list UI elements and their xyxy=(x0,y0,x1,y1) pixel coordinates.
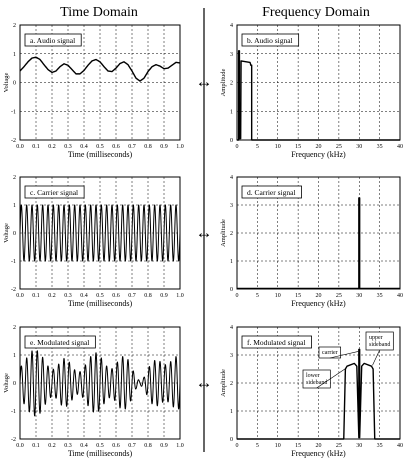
y-tick-label: 2 xyxy=(13,325,16,331)
y-axis-label: Amplitude xyxy=(220,219,227,247)
x-axis-label: Time (milliseconds) xyxy=(67,449,133,458)
annotation-label: sideband xyxy=(369,342,391,348)
y-tick-label: 2 xyxy=(230,381,233,387)
y-tick-label: -2 xyxy=(11,437,16,443)
y-axis-label: Voltage xyxy=(3,373,10,393)
panel-title: b. Audio signal xyxy=(247,36,293,45)
annotation-label: carrier xyxy=(322,350,338,356)
series-line xyxy=(237,349,400,439)
x-axis-label: Time (milliseconds) xyxy=(67,299,133,308)
x-tick-label: 10 xyxy=(274,144,281,150)
x-tick-label: 40 xyxy=(397,293,403,299)
x-tick-label: 0.0 xyxy=(16,443,24,449)
x-tick-label: 0.1 xyxy=(32,443,40,449)
charts xyxy=(3,23,403,458)
x-tick-label: 0.0 xyxy=(16,144,24,150)
y-tick-label: 4 xyxy=(230,23,233,29)
x-tick-label: 40 xyxy=(397,443,403,449)
x-tick-label: 1.0 xyxy=(176,144,184,150)
x-tick-label: 0.8 xyxy=(144,443,152,449)
x-tick-label: 0.6 xyxy=(112,443,120,449)
y-tick-label: 2 xyxy=(13,23,16,29)
x-tick-label: 10 xyxy=(274,443,281,449)
y-tick-label: 0 xyxy=(230,138,233,144)
x-tick-label: 0 xyxy=(235,293,239,299)
x-tick-label: 0.7 xyxy=(128,293,136,299)
x-tick-label: 0.5 xyxy=(96,443,104,449)
x-tick-label: 30 xyxy=(356,293,363,299)
y-axis-label: Amplitude xyxy=(220,369,227,397)
panel-title: e. Modulated signal xyxy=(30,338,90,347)
y-tick-label: 0 xyxy=(13,231,16,237)
time-domain-header: Time Domain xyxy=(60,5,138,20)
y-tick-label: -2 xyxy=(11,138,16,144)
x-tick-label: 0.2 xyxy=(48,443,56,449)
x-tick-label: 25 xyxy=(335,443,342,449)
y-tick-label: 0 xyxy=(13,80,16,87)
x-tick-label: 0.4 xyxy=(80,293,88,299)
y-tick-label: 1 xyxy=(230,259,233,265)
x-tick-label: 0.7 xyxy=(128,144,136,150)
x-tick-label: 0.2 xyxy=(48,144,56,150)
y-tick-label: 3 xyxy=(230,51,233,58)
chart-e xyxy=(3,325,184,458)
annotation-label: lower xyxy=(306,373,320,379)
transform-arrow-icon: ↔ xyxy=(195,72,213,91)
x-tick-label: 0.5 xyxy=(96,144,104,150)
y-tick-label: 1 xyxy=(13,203,16,209)
x-tick-label: 5 xyxy=(255,443,259,449)
y-tick-label: 3 xyxy=(230,353,233,359)
y-tick-label: -1 xyxy=(11,259,16,265)
x-tick-label: 35 xyxy=(376,293,383,299)
y-tick-label: -1 xyxy=(11,109,16,116)
x-tick-label: 0.1 xyxy=(32,293,40,299)
y-axis-label: Amplitude xyxy=(220,68,227,97)
frequency-domain-header: Frequency Domain xyxy=(262,5,370,20)
x-tick-label: 30 xyxy=(356,144,363,150)
x-tick-label: 20 xyxy=(315,293,322,299)
x-tick-label: 35 xyxy=(376,144,383,150)
y-tick-label: 0 xyxy=(13,381,16,387)
x-tick-label: 5 xyxy=(255,293,259,299)
panel-title: c. Carrier signal xyxy=(30,188,79,197)
panel-title: a. Audio signal xyxy=(30,36,76,45)
chart-a xyxy=(3,23,184,159)
x-axis-label: Time (milliseconds) xyxy=(67,150,133,159)
x-tick-label: 0.4 xyxy=(80,144,88,150)
y-tick-label: 4 xyxy=(230,325,233,331)
y-tick-label: 2 xyxy=(13,175,16,181)
x-tick-label: 10 xyxy=(274,293,281,299)
x-tick-label: 15 xyxy=(295,443,302,449)
y-tick-label: 4 xyxy=(230,175,233,181)
x-tick-label: 0.3 xyxy=(64,443,72,449)
panel-title: f. Modulated signal xyxy=(247,338,306,347)
chart-d xyxy=(220,175,403,308)
x-tick-label: 1.0 xyxy=(176,443,184,449)
x-tick-label: 0.8 xyxy=(144,293,152,299)
y-tick-label: 1 xyxy=(13,51,16,58)
annotation-label: sideband xyxy=(306,380,328,386)
x-tick-label: 0.8 xyxy=(144,144,152,150)
x-tick-label: 0.9 xyxy=(160,293,168,299)
x-tick-label: 20 xyxy=(315,144,322,150)
x-axis-label: Frequency (kHz) xyxy=(291,150,346,159)
chart-f xyxy=(220,325,403,458)
y-tick-label: 1 xyxy=(13,353,16,359)
chart-c xyxy=(3,175,184,308)
y-tick-label: -2 xyxy=(11,287,16,293)
x-tick-label: 25 xyxy=(335,293,342,299)
y-tick-label: 1 xyxy=(230,409,233,415)
transform-arrow-icon: ↔ xyxy=(195,373,213,392)
x-tick-label: 1.0 xyxy=(176,293,184,299)
x-tick-label: 20 xyxy=(315,443,322,449)
x-tick-label: 15 xyxy=(295,293,302,299)
y-tick-label: 2 xyxy=(230,231,233,237)
transform-arrow-icon: ↔ xyxy=(195,223,213,242)
annotation-leader xyxy=(372,350,379,365)
x-tick-label: 0.5 xyxy=(96,293,104,299)
x-tick-label: 15 xyxy=(295,144,302,150)
x-tick-label: 0.9 xyxy=(160,144,168,150)
x-tick-label: 30 xyxy=(356,443,363,449)
annotation xyxy=(319,347,358,358)
x-tick-label: 0.6 xyxy=(112,293,120,299)
x-tick-label: 0.3 xyxy=(64,144,72,150)
annotation-label: upper xyxy=(369,335,383,341)
x-tick-label: 0 xyxy=(235,443,239,449)
x-tick-label: 0.4 xyxy=(80,443,88,449)
x-tick-label: 0.9 xyxy=(160,443,168,449)
x-tick-label: 0.3 xyxy=(64,293,72,299)
y-axis-label: Voltage xyxy=(3,223,10,243)
x-axis-label: Frequency (kHz) xyxy=(291,449,346,458)
x-tick-label: 0 xyxy=(235,144,239,150)
x-tick-label: 35 xyxy=(376,443,383,449)
y-tick-label: 3 xyxy=(230,203,233,209)
y-axis-label: Voltage xyxy=(3,72,10,93)
x-axis-label: Frequency (kHz) xyxy=(291,299,346,308)
y-tick-label: -1 xyxy=(11,409,16,415)
chart-b xyxy=(220,23,403,159)
annotation xyxy=(303,368,346,388)
y-tick-label: 2 xyxy=(230,80,233,87)
x-tick-label: 0.1 xyxy=(32,144,40,150)
x-tick-label: 0.6 xyxy=(112,144,120,150)
x-tick-label: 0.2 xyxy=(48,293,56,299)
y-tick-label: 0 xyxy=(230,287,233,293)
y-tick-label: 0 xyxy=(230,437,233,443)
x-tick-label: 40 xyxy=(397,144,403,150)
x-tick-label: 0.7 xyxy=(128,443,136,449)
x-tick-label: 25 xyxy=(335,144,342,150)
panel-title: d. Carrier signal xyxy=(247,188,296,197)
x-tick-label: 0.0 xyxy=(16,293,24,299)
x-tick-label: 5 xyxy=(255,144,259,150)
y-tick-label: 1 xyxy=(230,109,233,116)
